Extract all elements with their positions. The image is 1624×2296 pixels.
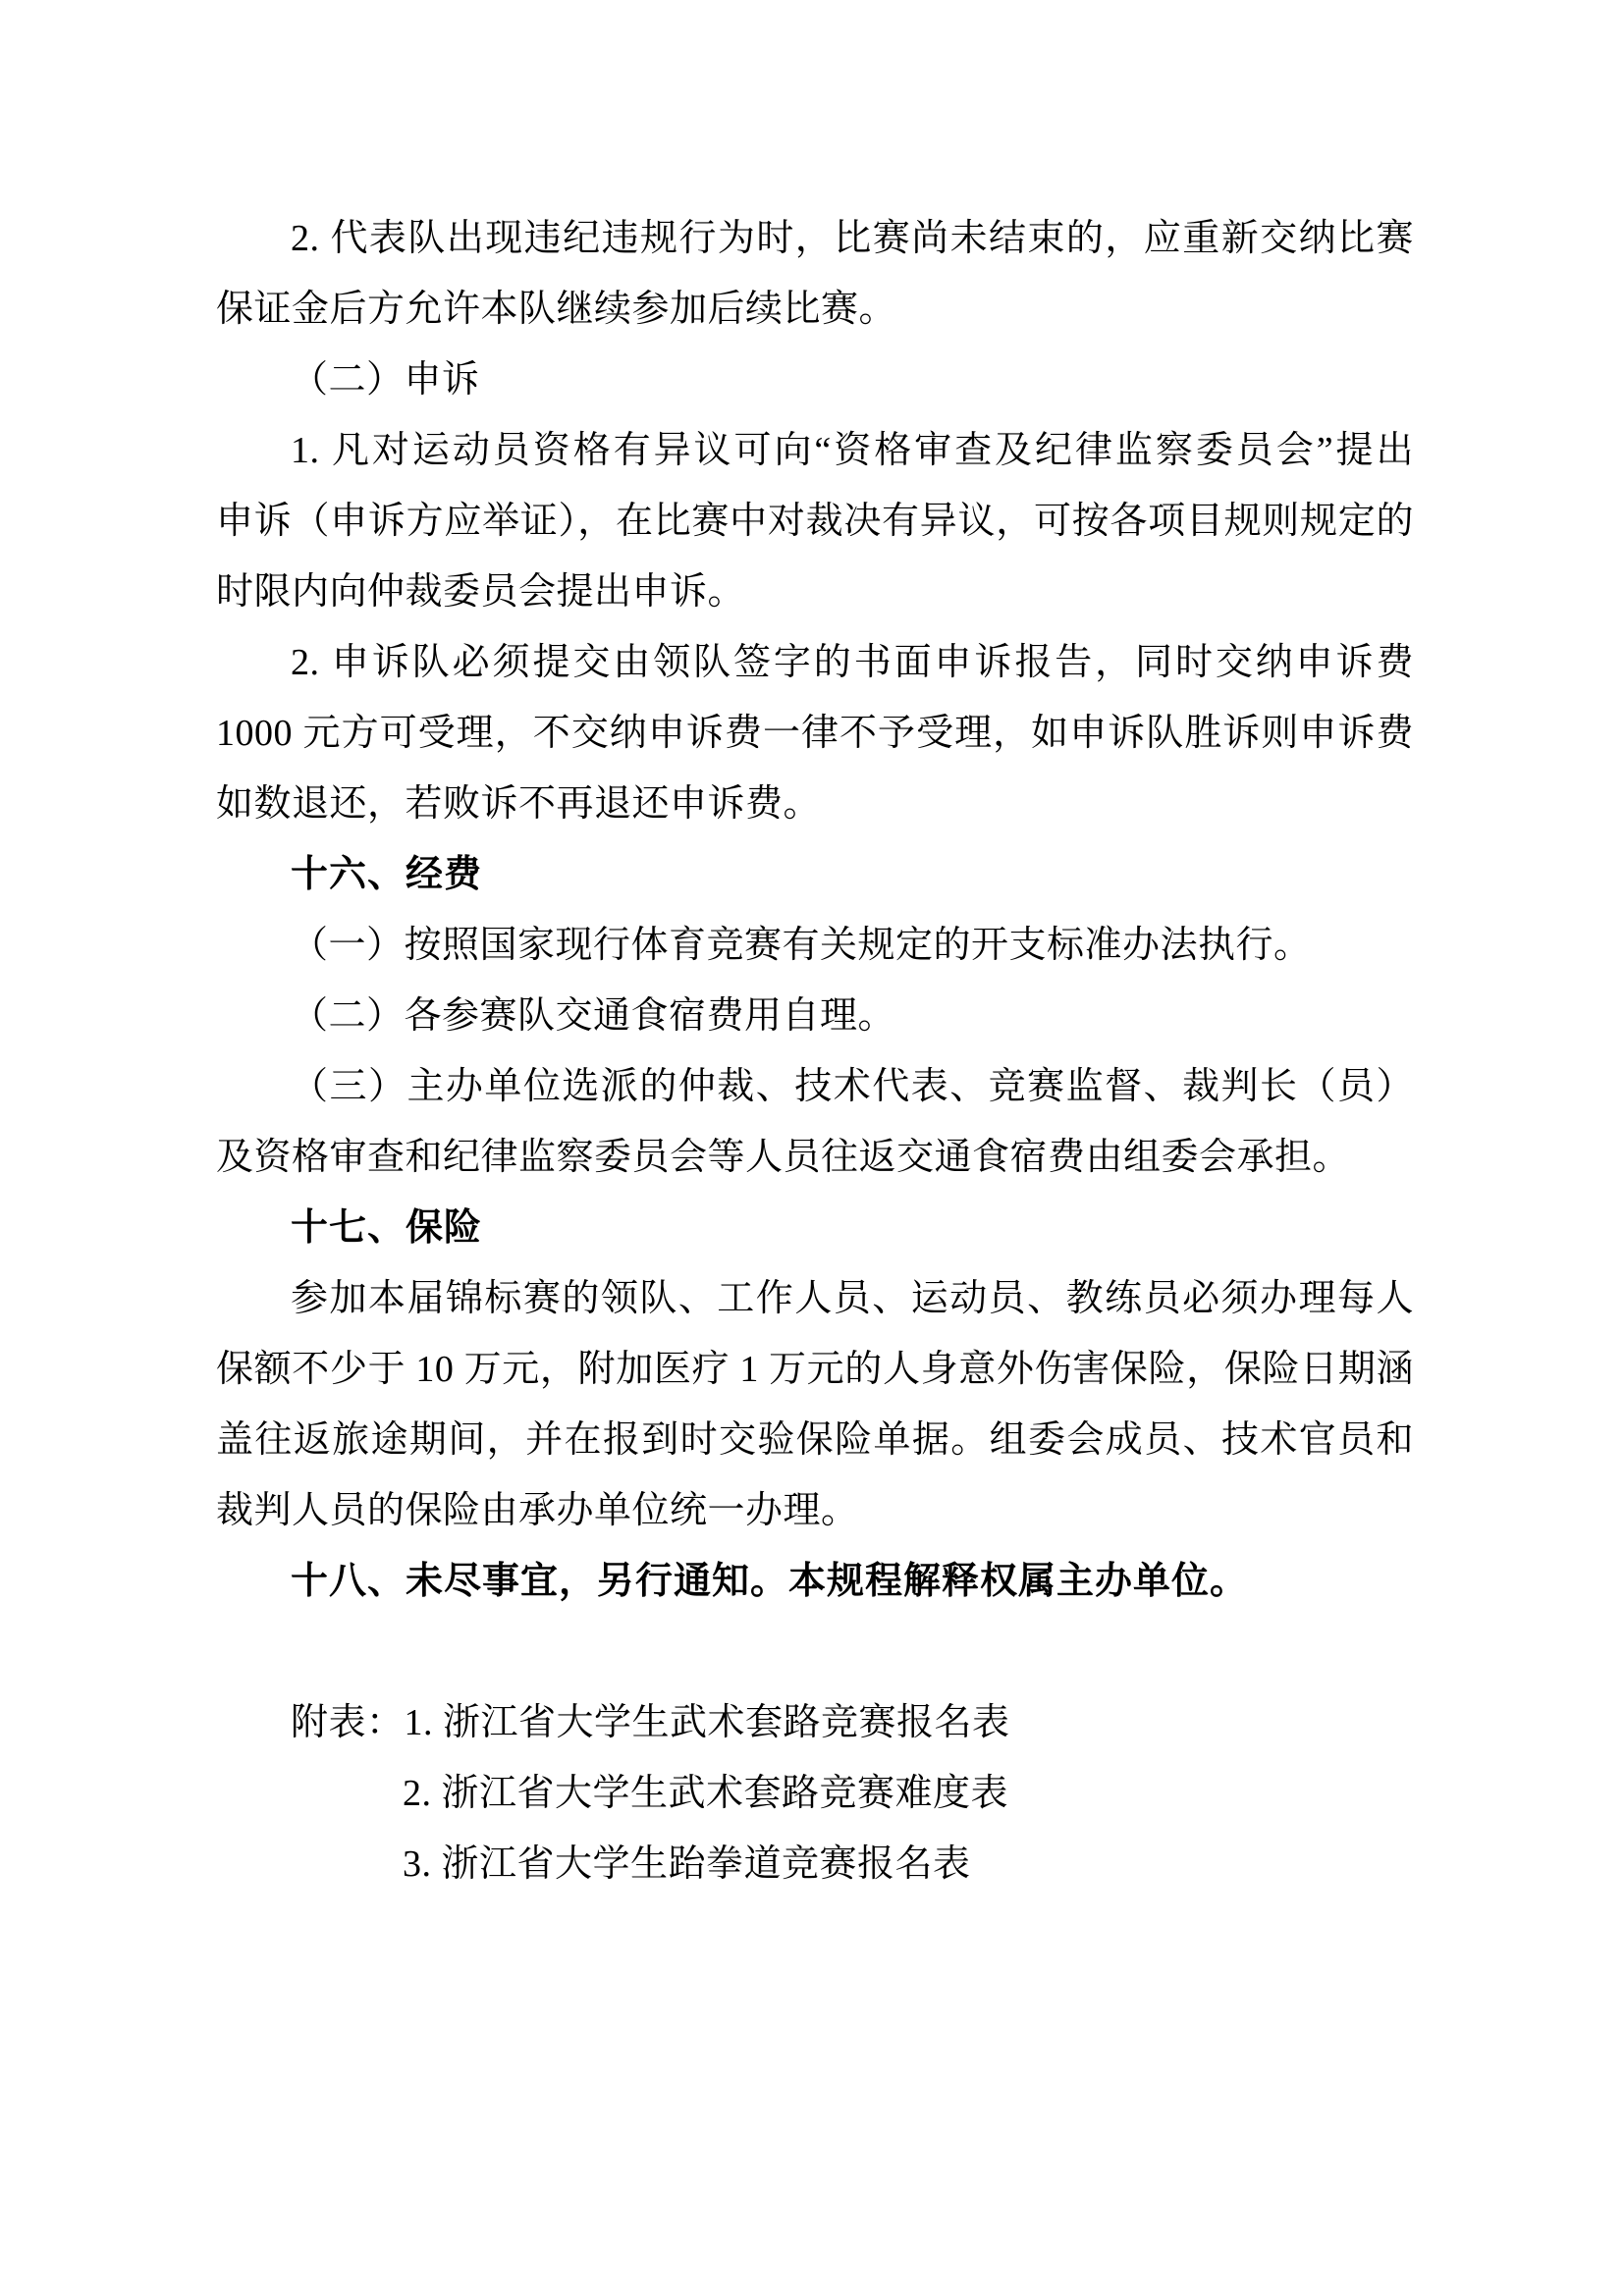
- text-line: 盖往返旅途期间，并在报到时交验保险单据。组委会成员、技术官员和: [216, 1419, 1414, 1461]
- blank-line: [216, 1617, 1414, 1687]
- text-line: 十六、经费: [291, 854, 483, 895]
- text-line: 十八、未尽事宜，另行通知。本规程解释权属主办单位。: [291, 1561, 1249, 1602]
- text-line: 申诉（申诉方应举证），在比赛中对裁决有异议，可按各项目规则规定的: [216, 501, 1414, 542]
- text-line: 2. 浙江省大学生武术套路竞赛难度表: [403, 1773, 1009, 1814]
- text-line: 如数退还，若败诉不再退还申诉费。: [216, 783, 822, 825]
- text-line: （一）按照国家现行体育竞赛有关规定的开支标准办法执行。: [291, 925, 1312, 966]
- text-line: 2. 申诉队必须提交由领队签字的书面申诉报告，同时交纳申诉费: [291, 642, 1414, 683]
- text-line: （二）各参赛队交通食宿费用自理。: [291, 995, 896, 1037]
- text-line: 时限内向仲裁委员会提出申诉。: [216, 571, 746, 613]
- text-line: 保额不少于 10 万元，附加医疗 1 万元的人身意外伤害保险，保险日期涵: [216, 1349, 1414, 1390]
- text-line: 保证金后方允许本队继续参加后续比赛。: [216, 289, 897, 330]
- text-line: 1. 凡对运动员资格有异议可向“资格审查及纪律监察委员会”提出: [291, 430, 1414, 471]
- text-line: 十七、保险: [291, 1207, 483, 1249]
- text-line: 参加本届锦标赛的领队、工作人员、运动员、教练员必须办理每人: [291, 1278, 1414, 1319]
- text-line: 2. 代表队出现违纪违规行为时，比赛尚未结束的，应重新交纳比赛: [291, 218, 1414, 259]
- text-line: （二）申诉: [291, 359, 480, 400]
- document-text: [216, 203, 1414, 1899]
- text-line: 附表：1. 浙江省大学生武术套路竞赛报名表: [291, 1702, 1010, 1743]
- text-line: 3. 浙江省大学生跆拳道竞赛报名表: [403, 1843, 971, 1885]
- text-line: 1000 元方可受理，不交纳申诉费一律不予受理，如申诉队胜诉则申诉费: [216, 713, 1414, 754]
- text-line: （三）主办单位选派的仲裁、技术代表、竞赛监督、裁判长（员）: [291, 1066, 1414, 1107]
- text-line: 及资格审查和纪律监察委员会等人员往返交通食宿费由组委会承担。: [216, 1137, 1351, 1178]
- text-line: 裁判人员的保险由承办单位统一办理。: [216, 1490, 859, 1531]
